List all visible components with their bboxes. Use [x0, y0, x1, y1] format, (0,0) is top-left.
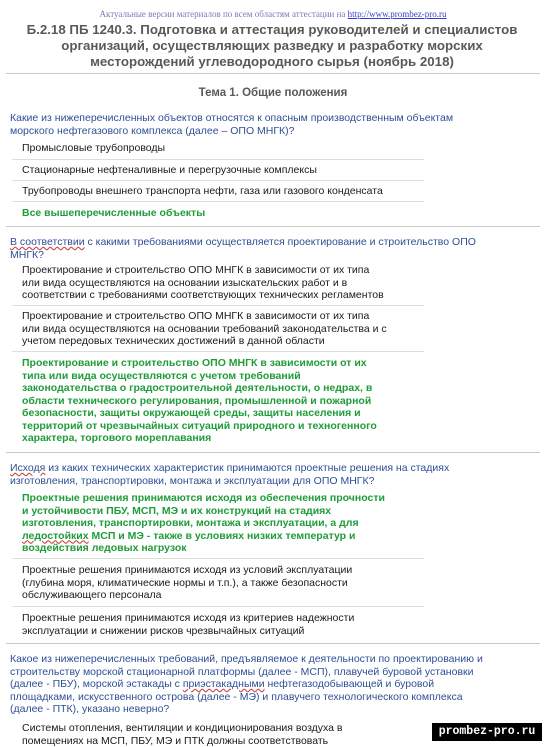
question-line: строительству морской стационарной платформы (далее - МСП), плавучей буровой установки — [10, 666, 522, 679]
section-title: Тема 1. Общие положения — [0, 87, 546, 99]
answer-line: или вида осуществляются на основании требований законодательства и с — [22, 323, 424, 336]
question-3 — [10, 462, 522, 487]
answer-option — [22, 142, 424, 155]
question-line: изготовления, транспортировки, монтажа и эксплуатации для ОПО МНГК? — [10, 475, 522, 488]
answer-option — [22, 612, 424, 637]
answer-rest: МСП и МЭ - также в условиях низких температур и — [89, 530, 356, 542]
answer-option — [22, 185, 424, 198]
answer-divider — [12, 558, 424, 559]
question-line: (далее - ПТК), указано неверно? — [10, 703, 522, 716]
correct-answer — [22, 357, 424, 445]
answer-line: изготовления, транспортировки, монтажа и эксплуатации, а для — [22, 517, 424, 530]
question-2 — [10, 236, 522, 261]
question-line — [10, 236, 522, 249]
answer-line: учетом передовых технических достижений в данной области — [22, 335, 424, 348]
question-line: морского нефтегазового комплекса (далее – ОПО МНГК)? — [10, 125, 522, 138]
notice-text: Актуальные версии материалов по всем областям аттестации на — [99, 9, 347, 19]
question-1 — [10, 112, 522, 137]
answer-line: типа или вида осуществляются с учетом требований — [22, 370, 424, 383]
answer-line: обслуживающего персонала — [22, 589, 424, 602]
question-rest: из каких технических характеристик принимаются проектные решения на стадиях — [45, 462, 449, 474]
answer-divider — [12, 305, 424, 306]
answer-line: или вида осуществляются на основании изыскательских работ и в — [22, 277, 424, 290]
answer-line: Проектные решения принимаются исходя из условий эксплуатации — [22, 564, 424, 577]
answer-line: Промысловые трубопроводы — [22, 142, 424, 155]
answer-option — [22, 564, 424, 602]
answer-line: соответствии с требованиями соответствующих технических регламентов — [22, 289, 424, 302]
answer-line: Проектные решения принимаются исходя из обеспечения прочности — [22, 492, 424, 505]
answer-line: и устойчивости ПБУ, МСП, МЭ и их конструкций на стадиях — [22, 505, 424, 518]
answer-line: характера, торгового мореплавания — [22, 432, 424, 445]
watermark-badge: prombez-pro.ru — [432, 723, 542, 741]
underlined-word: В соответствии — [10, 236, 85, 248]
underlined-word: Исходя — [10, 462, 45, 474]
question-line: площадками, искусственного острова (далее - МЭ) и плавучего технологического комплекса — [10, 691, 522, 704]
question-line: Какое из нижеперечисленных требований, предъявляемое к деятельности по проектированию и — [10, 653, 522, 666]
question-part: (далее - ПБУ), морской эстакады с — [10, 678, 183, 690]
title-line: организаций, осуществляющих разведку и разработку морских — [22, 38, 522, 54]
title-divider — [6, 73, 540, 74]
correct-answer — [22, 207, 424, 220]
answer-line: Проектирование и строительство ОПО МНГК в зависимости от их типа — [22, 264, 424, 277]
answer-line: территорий от чрезвычайных ситуаций природного и техногенного — [22, 420, 424, 433]
answer-divider — [12, 180, 424, 181]
answer-line: Стационарные нефтеналивные и перегрузочные комплексы — [22, 164, 424, 177]
question-rest: с какими требованиями осуществляется проектирование и строительство ОПО — [85, 236, 476, 248]
answer-line: безопасности, защиты окружающей среды, защиты населения и — [22, 407, 424, 420]
question-line — [10, 678, 522, 691]
answer-line: Проектные решения принимаются исходя из критериев надежности — [22, 612, 424, 625]
underlined-word: ледостойких — [22, 530, 89, 542]
answer-divider — [12, 351, 424, 352]
title-line: месторождений углеводородного сырья (ноябрь 2018) — [22, 54, 522, 70]
answer-line: области технического регулирования, промышленной и пожарной — [22, 395, 424, 408]
correct-answer — [22, 492, 424, 555]
answer-line — [22, 530, 424, 543]
question-line: Какие из нижеперечисленных объектов относятся к опасным производственным объектам — [10, 112, 522, 125]
answer-line: (глубина моря, климатические нормы и т.п.), а также безопасности — [22, 577, 424, 590]
answer-line: Проектирование и строительство ОПО МНГК в зависимости от их — [22, 357, 424, 370]
question-part: нефтегазодобывающей и буровой — [265, 678, 435, 690]
answer-line: Проектирование и строительство ОПО МНГК в зависимости от их типа — [22, 310, 424, 323]
underlined-word: приэстакадными — [183, 678, 265, 690]
answer-option — [22, 722, 424, 747]
question-divider — [6, 643, 540, 644]
title-line: Б.2.18 ПБ 1240.3. Подготовка и аттестация руководителей и специалистов — [22, 22, 522, 38]
answer-line: помещениях на МСП, ПБУ, МЭ и ПТК должны соответствовать — [22, 735, 424, 747]
notice-link[interactable]: http://www.prombez-pro.ru — [348, 9, 447, 19]
answer-line: воздействия ледовых нагрузок — [22, 542, 424, 555]
answer-line: законодательства о градостроительной деятельности, о недрах, в — [22, 382, 424, 395]
answer-divider — [12, 159, 424, 160]
top-notice — [0, 9, 546, 19]
answer-line: Системы отопления, вентиляции и кондиционирования воздуха в — [22, 722, 424, 735]
answer-option — [22, 164, 424, 177]
question-line: МНГК? — [10, 249, 522, 262]
answer-option — [22, 310, 424, 348]
answer-divider — [12, 201, 424, 202]
question-divider — [6, 226, 540, 227]
answer-line: Трубопроводы внешнего транспорта нефти, газа или газового конденсата — [22, 185, 424, 198]
answer-option — [22, 264, 424, 302]
answer-divider — [12, 606, 424, 607]
answer-line: Все вышеперечисленные объекты — [22, 207, 424, 220]
question-line — [10, 462, 522, 475]
question-divider — [6, 452, 540, 453]
document-title — [22, 22, 522, 70]
question-4 — [10, 653, 522, 716]
answer-line: эксплуатации и снижении рисков чрезвычайных ситуаций — [22, 625, 424, 638]
